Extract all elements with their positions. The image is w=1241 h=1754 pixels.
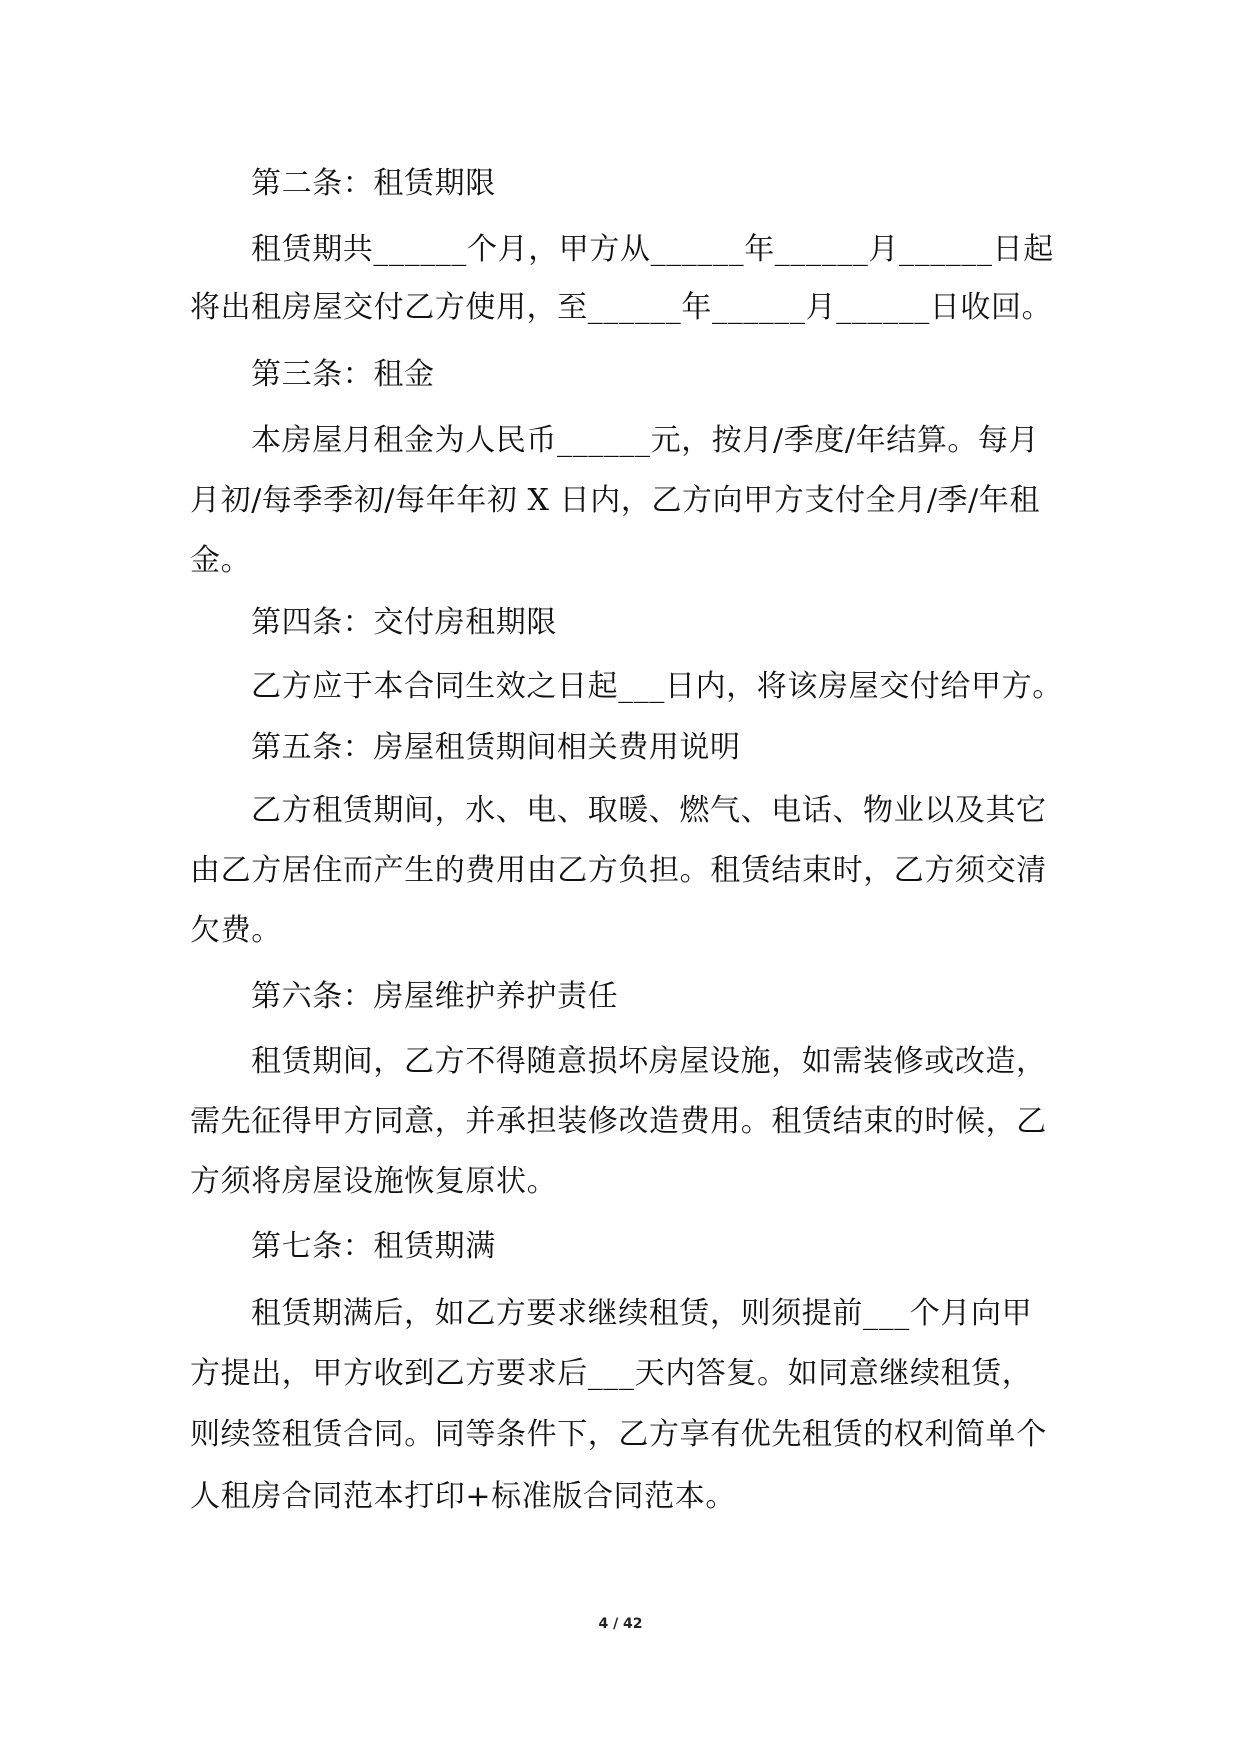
article-5-body-line-2: 由乙方居住而产生的费用由乙方负担。租赁结束时，乙方须交清	[190, 853, 1047, 888]
article-4-heading: 第四条：交付房租期限	[251, 605, 557, 640]
article-3-body-line-1: 本房屋月租金为人民币______元，按月/季度/年结算。每月	[251, 423, 1040, 458]
article-3-heading: 第三条：租金	[251, 357, 435, 392]
article-6-body-line-2: 需先征得甲方同意，并承担装修改造费用。租赁结束的时候，乙	[190, 1104, 1047, 1139]
article-2-body-line-2: 将出租房屋交付乙方使用，至______年______月______日收回。	[190, 290, 1053, 325]
article-6-body-line-1: 租赁期间，乙方不得随意损坏房屋设施，如需装修或改造，	[251, 1044, 1047, 1079]
article-4-body-line-1: 乙方应于本合同生效之日起___日内，将该房屋交付给甲方。	[251, 669, 1063, 704]
article-7-body-line-4: 人租房合同范本打印+标准版合同范本。	[190, 1479, 736, 1514]
article-7-heading: 第七条：租赁期满	[251, 1229, 496, 1264]
article-2-body-line-1: 租赁期共______个月，甲方从______年______月______日起	[251, 232, 1054, 267]
page-number: 4 / 42	[598, 1616, 643, 1632]
article-7-body-line-1: 租赁期满后，如乙方要求继续租赁，则须提前___个月向甲	[251, 1296, 1033, 1331]
article-6-heading: 第六条：房屋维护养护责任	[251, 979, 619, 1014]
article-2-heading: 第二条：租赁期限	[251, 166, 496, 201]
article-5-heading: 第五条：房屋租赁期间相关费用说明	[251, 730, 741, 765]
article-3-body-line-3: 金。	[190, 543, 252, 578]
article-5-body-line-3: 欠费。	[190, 913, 282, 948]
article-7-body-line-3: 则续签租赁合同。同等条件下，乙方享有优先租赁的权利简单个	[190, 1417, 1047, 1452]
article-5-body-line-1: 乙方租赁期间，水、电、取暖、燃气、电话、物业以及其它	[251, 793, 1047, 828]
article-7-body-line-2: 方提出，甲方收到乙方要求后___天内答复。如同意继续租赁，	[190, 1356, 1033, 1391]
article-3-body-line-2: 月初/每季季初/每年年初 X 日内，乙方向甲方支付全月/季/年租	[190, 483, 1041, 518]
article-6-body-line-3: 方须将房屋设施恢复原状。	[190, 1164, 558, 1199]
